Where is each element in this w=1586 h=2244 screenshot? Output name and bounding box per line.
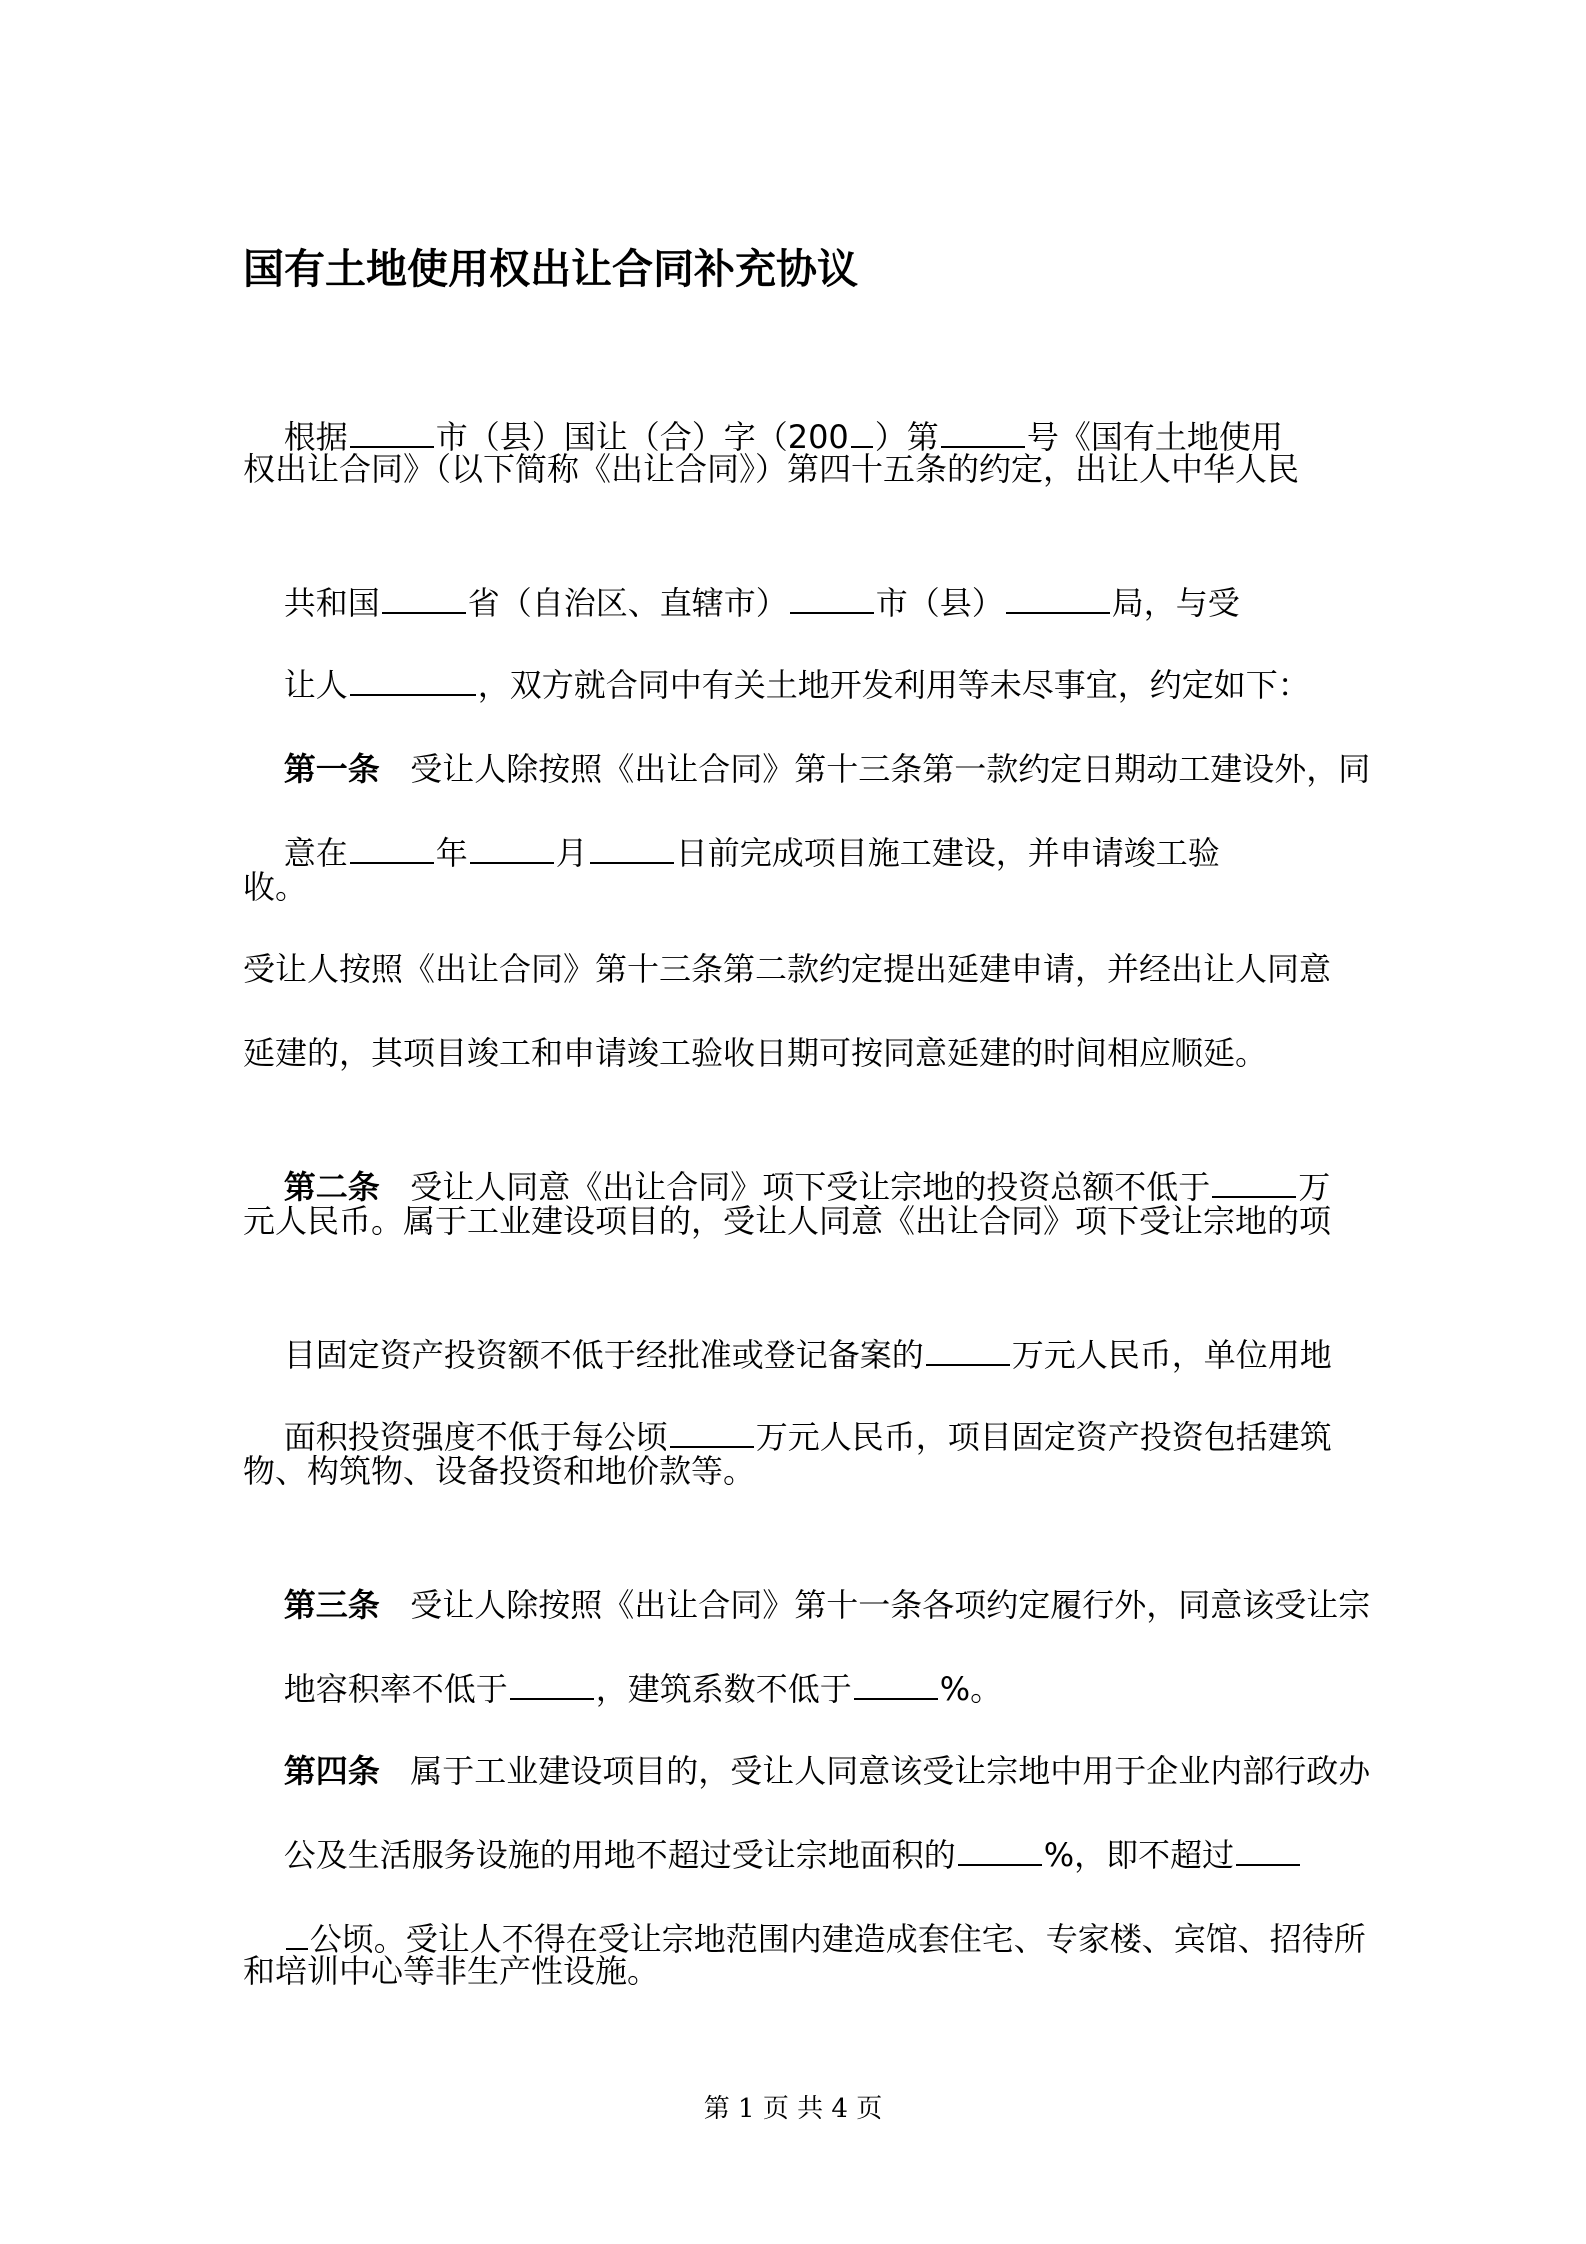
- fill-blank: [350, 664, 476, 696]
- paragraph-line: 物、构筑物、设备投资和地价款等。: [243, 1452, 756, 1490]
- paragraph-line: 延建的，其项目竣工和申请竣工验收日期可按同意延建的时间相应顺延。: [243, 1034, 1268, 1072]
- paragraph-line: 元人民币。属于工业建设项目的，受让人同意《出让合同》项下受让宗地的项: [243, 1202, 1332, 1240]
- text-fragment: 万: [1298, 1168, 1331, 1206]
- fill-blank: [590, 832, 674, 864]
- article-1-line: [243, 694, 1371, 788]
- text-fragment: 面积投资强度不低于每公顷: [283, 1418, 668, 1456]
- fill-blank: [1212, 1166, 1296, 1198]
- text-fragment: ，双方就合同中有关土地开发利用等未尽事宜，约定如下：: [477, 666, 1310, 704]
- text-fragment: 让人: [283, 666, 348, 704]
- fill-blank: [1236, 1834, 1300, 1866]
- paragraph-line: 受让人按照《出让合同》第十三条第二款约定提出延建申请，并经出让人同意: [243, 950, 1332, 988]
- text-fragment: 局，与受: [1111, 584, 1240, 622]
- fill-blank: [958, 1834, 1042, 1866]
- text-fragment: 月: [555, 834, 588, 872]
- text-fragment: 受让人同意《出让合同》项下受让宗地的投资总额不低于: [410, 1168, 1211, 1206]
- text-fragment: %，即不超过: [1043, 1836, 1235, 1874]
- text-fragment: 年: [435, 834, 468, 872]
- paragraph-line: [243, 1280, 1332, 1374]
- text-fragment: 受让人除按照《出让合同》第十一条各项约定履行外，同意该受让宗: [410, 1586, 1371, 1624]
- page-footer: 第 1 页 共 4 页: [703, 2094, 883, 2124]
- text-fragment: 万元人民币，项目固定资产投资包括建筑: [755, 1418, 1332, 1456]
- text-fragment: 万元人民币，单位用地: [1011, 1336, 1332, 1374]
- paragraph-line: [243, 778, 1220, 872]
- text-fragment: 公及生活服务设施的用地不超过受让宗地面积的: [283, 1836, 956, 1874]
- paragraph-line: 权出让合同》（以下简称《出让合同》）第四十五条的约定，出让人中华人民: [243, 450, 1300, 488]
- text-fragment: 共和国: [283, 584, 380, 622]
- fill-blank: [470, 832, 554, 864]
- text-fragment: 市（县）: [875, 584, 1004, 622]
- text-fragment: 目固定资产投资额不低于经批准或登记备案的: [283, 1336, 924, 1374]
- paragraph-line: [243, 610, 1310, 704]
- fill-blank: [670, 1416, 754, 1448]
- paragraph-line: [243, 1614, 1003, 1708]
- document-title: 国有土地使用权出让合同补充协议: [243, 245, 858, 293]
- text-fragment: 日前完成项目施工建设，并申请竣工验: [675, 834, 1220, 872]
- article-3-heading: 第三条: [283, 1586, 380, 1624]
- paragraph-line: 收。: [243, 868, 308, 906]
- paragraph-line: 和培训中心等非生产性设施。: [243, 1952, 660, 1990]
- article-4-heading: 第四条: [283, 1752, 380, 1790]
- text-fragment: 省（自治区、直辖市）: [467, 584, 788, 622]
- article-2-heading: 第二条: [283, 1168, 380, 1206]
- text-fragment: 公顷。受让人不得在受让宗地范围内建造成套住宅、专家楼、宾馆、招待所: [309, 1920, 1366, 1958]
- paragraph-line: [243, 528, 1240, 622]
- text-fragment: 意在: [283, 834, 348, 872]
- article-2-line: [243, 1112, 1331, 1206]
- paragraph-line: [243, 1864, 1366, 1958]
- article-4-line: [243, 1696, 1371, 1790]
- text-fragment: %。: [939, 1670, 1003, 1708]
- text-fragment: 属于工业建设项目的，受让人同意该受让宗地中用于企业内部行政办: [410, 1752, 1371, 1790]
- text-fragment: 受让人除按照《出让合同》第十三条第一款约定日期动工建设外，同: [410, 750, 1371, 788]
- paragraph-line: [243, 1780, 1302, 1874]
- paragraph-line: [243, 1362, 1332, 1456]
- text-fragment: ）第: [874, 418, 939, 456]
- text-fragment: 根据: [283, 418, 348, 456]
- text-fragment: 市（县）国让（合）字（200: [435, 418, 849, 456]
- article-3-line: [243, 1530, 1371, 1624]
- text-fragment: 地容积率不低于: [283, 1670, 508, 1708]
- paragraph-line: [243, 362, 1283, 456]
- text-fragment: ，建筑系数不低于: [595, 1670, 852, 1708]
- article-1-heading: 第一条: [283, 750, 380, 788]
- text-fragment: 号《国有土地使用: [1026, 418, 1283, 456]
- fill-blank: [350, 832, 434, 864]
